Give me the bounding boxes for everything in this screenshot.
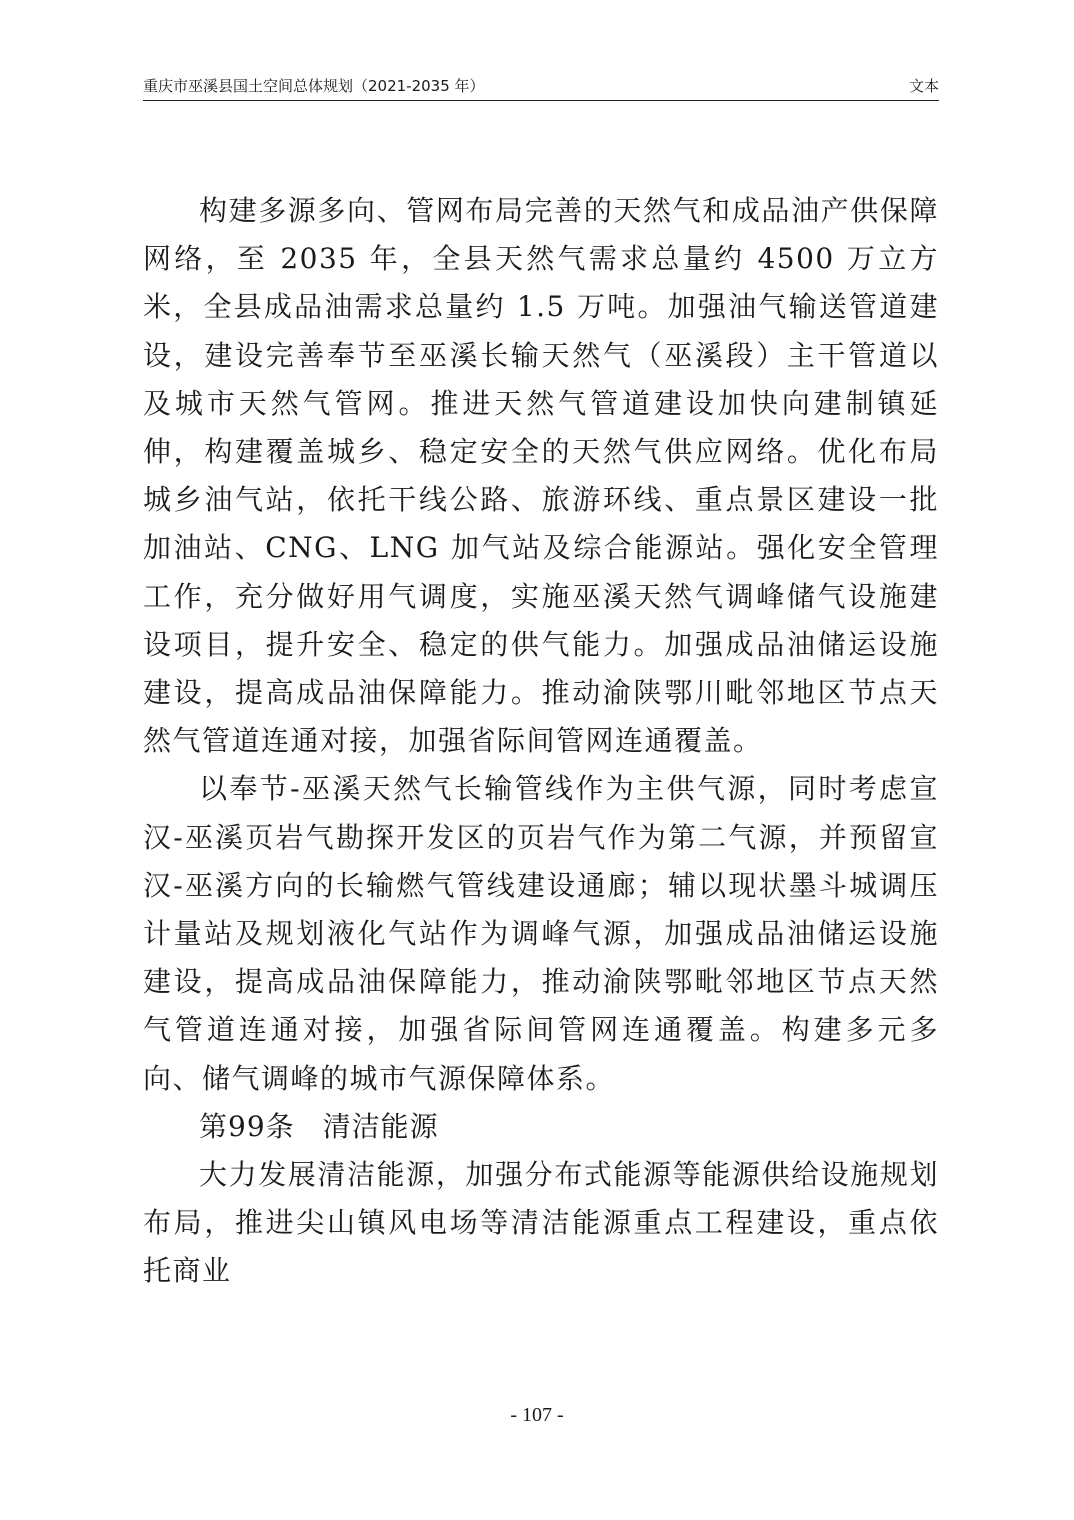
page-number: - 107 - [510,1404,564,1426]
paragraph-gas-network: 构建多源多向、管网布局完善的天然气和成品油产供保障网络，至 2035 年，全县天然气需求总量约 4500 万立方米，全县成品油需求总量约 1.5 万吨。加强油气输送管道建设，建设完善奉节至巫溪长输天然气（巫溪段）主干管道以及城市天然气管网。推进天然气管道建设加快向建制镇延伸，构建覆盖城乡、稳定安全的天然气供应网络。优化布局城乡油气站，依托干线公路、旅游环线、重点景区建设一批加油站、CNG、LNG 加气站及综合能源站。强化安全管理工作，充分做好用气调度，实施巫溪天然气调峰储气设施建设项目，提升安全、稳定的供气能力。加强成品油储运设施建设，提高成品油保障能力。推动渝陕鄂川毗邻地区节点天然气管道连通对接，加强省际间管网连通覆盖。 [143,194,939,758]
paragraph-gas-sources: 以奉节-巫溪天然气长输管线作为主供气源，同时考虑宣汉-巫溪页岩气勘探开发区的页岩气作为第二气源，并预留宣汉-巫溪方向的长输燃气管线建设通廊；辅以现状墨斗城调压计量站及规划液化气站作为调峰气源，加强成品油储运设施建设，提高成品油保障能力，推动渝陕鄂毗邻地区节点天然气管道连通对接，加强省际间管网连通覆盖。构建多元多向、储气调峰的城市气源保障体系。 [143,772,939,1095]
paragraph-clean-energy: 大力发展清洁能源，加强分布式能源等能源供给设施规划布局，推进尖山镇风电场等清洁能源重点工程建设，重点依托商业 [143,1158,939,1288]
article-title: 清洁能源 [322,1109,439,1143]
page-body [143,187,939,1296]
article-heading [143,1103,939,1151]
section-label: 文本 [908,77,939,95]
document-title: 重庆市巫溪县国土空间总体规划（2021-2035 年） [143,77,485,95]
article-number: 第99条 [199,1109,295,1143]
page-header [143,76,939,101]
